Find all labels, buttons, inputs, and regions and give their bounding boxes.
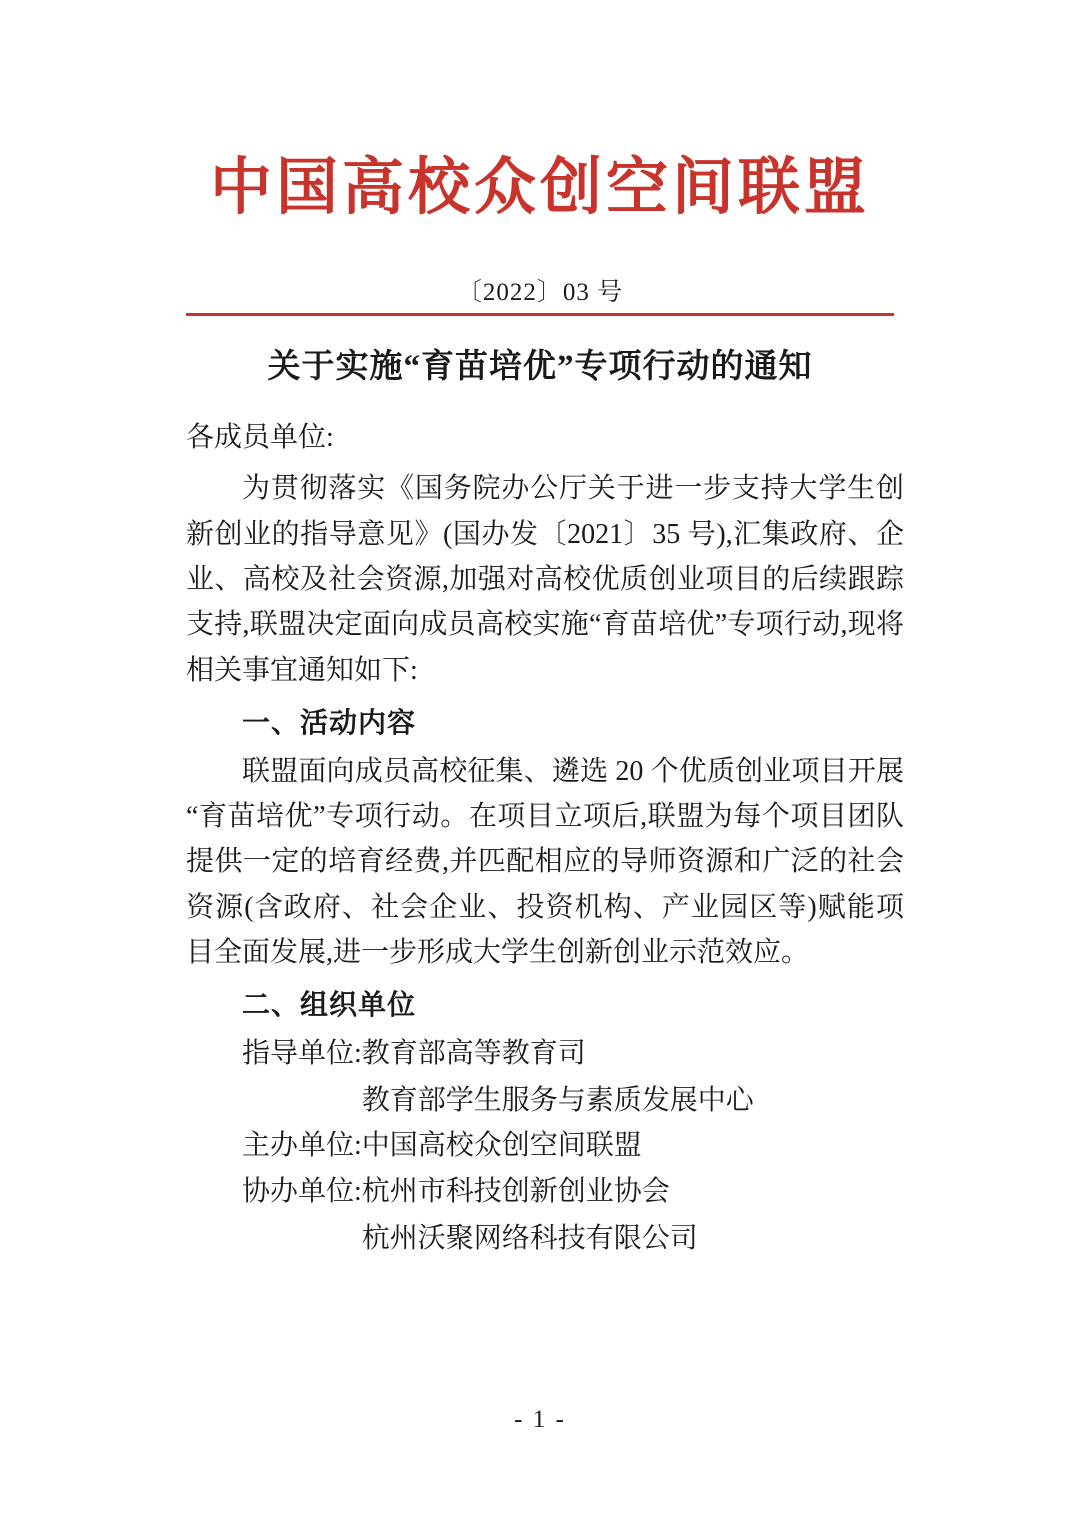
organizer-value: 中国高校众创空间联盟 (361, 1130, 642, 1162)
page-number: - 1 - (514, 1406, 566, 1433)
organizer-value: 杭州沃聚网络科技有限公司 (361, 1223, 698, 1255)
list-item (186, 1031, 904, 1124)
letterhead-divider-rule (186, 313, 894, 316)
page-title: 关于实施“育苗培优”专项行动的通知 (267, 349, 813, 385)
salutation: 各成员单位: (186, 422, 334, 453)
organizer-value: 杭州市科技创新创业协会 (361, 1175, 670, 1207)
section-paragraph-activity-content: 联盟面向成员高校征集、遴选 20 个优质创业项目开展“育苗培优”专项行动。在项目立项后,联盟为每个项目团队提供一定的培育经费,并匹配相应的导师资源和广泛的社会资源(含政府、社会企业、投资机构、产业园区等)赋能项目全面发展,进一步形成大学生创新创业示范效应。 (186, 755, 904, 968)
organizer-label-cohost: 协办单位: (242, 1175, 362, 1207)
organizer-value: 教育部学生服务与素质发展中心 (361, 1085, 754, 1117)
section-heading-activity-content: 一、活动内容 (242, 708, 417, 740)
document-number: 〔2022〕03 号 (456, 279, 624, 306)
letterhead-organization-title: 中国高校众创空间联盟 (209, 150, 870, 223)
organizer-values-host (362, 1123, 642, 1168)
section-heading-organizers: 二、组织单位 (242, 990, 417, 1022)
document-body (186, 415, 904, 1261)
organizer-value: 教育部高等教育司 (361, 1037, 586, 1069)
organizer-values-cohost (362, 1169, 698, 1262)
intro-paragraph: 为贯彻落实《国务院办公厅关于进一步支持大学生创新创业的指导意见》(国办发〔2021〕35 号),汇集政府、企业、高校及社会资源,加强对高校优质创业项目的后续跟踪支持,联盟决定面向成员高校实施“育苗培优”专项行动,现将相关事宜通知如下: (186, 473, 904, 686)
organizer-values-guidance (362, 1031, 754, 1124)
list-item (186, 1123, 904, 1168)
organizer-label-host: 主办单位: (242, 1130, 362, 1162)
list-item (186, 1169, 904, 1262)
letterhead (0, 150, 1080, 224)
organizer-list (186, 1031, 904, 1262)
organizer-label-guidance: 指导单位: (242, 1037, 362, 1069)
